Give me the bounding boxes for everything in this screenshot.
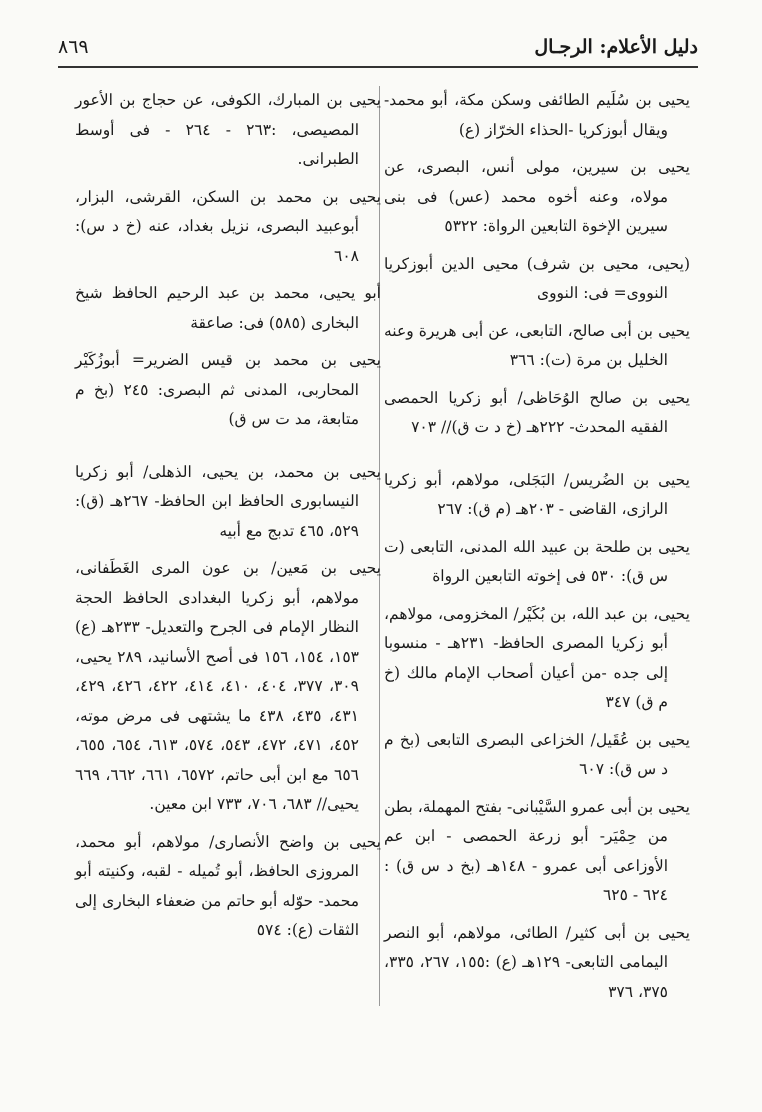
index-entry: يحيى بن عُقَيل/ الخزاعى البصرى التابعى (بخ م د س ق): ٦٠٧ [384,730,690,778]
index-entry: يحيى بن أبى صالح، التابعى، عن أبى هريرة وعنه الخليل بن مرة (ت): ٣٦٦ [384,321,690,369]
index-entry: يحيى بن محمد بن قيس الضرير= أبوزُكَيْر المحاربى، المدنى ثم البصرى: ٢٤٥ (بخ م متابعة، مد ت س ق) [75,351,381,428]
index-entry: يحيى بن الضُريس/ البَجَلى، مولاهم، أبو زكريا الرازى، القاضى - ٢٠٣هـ (م ق): ٢٦٧ [384,470,690,518]
index-entry: يحيى بن مَعين/ بن عون المرى الغَطَفانى، مولاهم، أبو زكريا البغدادى الحافظ الحجة النظار الإمام فى الجرح والتعديل- ٢٣٣هـ (ع) ١٥٣، ١٥٤، ١٥٦ فى أصح الأسانيد، ٢٨٩ يحيى، ٣٠٩، ٣٧٧، ٤٠٤، ٤١٠، ٤١٤، ٤٢٢، ٤٢٦، ٤٢٩، ٤٣١، ٤٣٥، ٤٣٨ ما يشتهى فى مرض موته، ٤٥٢، ٤٧١، ٤٧٢، ٥٤٣، ٥٧٤، ٦١٣، ٦٥٤، ٦٥٥، ٦٥٦ مع ابن أبى حاتم، ٦٥٧٢، ٦٦١، ٦٦٢، ٦٦٩ يحيى// ٦٨٣، ٧٠٦، ٧٣٣ ابن معين. [75,559,381,813]
entry-gap [384,453,690,454]
index-entry: يحيى بن طلحة بن عبيد الله المدنى، التابعى (ت س ق): ٥٣٠ فى إخوته التابعين الرواة [384,537,690,585]
left-column [75,86,381,954]
index-entry: يحيى بن محمد، بن يحيى، الذهلى/ أبو زكريا النيسابورى الحافظ ابن الحافظ- ٢٦٧هـ (ق): ٥٢٩، ٤٦٥ تدبج مع أبيه [75,462,381,540]
index-entry: أبو يحيى، محمد بن عبد الرحيم الحافظ شيخ البخارى (٥٨٥) فى: صاعقة [75,284,381,332]
index-entry: يحيى بن سُلَيم الطائفى وسكن مكة، أبو محمد- ويقال أبوزكريا -الحذاء الخرّاز (ع) [384,91,690,139]
header-rule [58,66,698,68]
index-entry: يحيى بن واضح الأنصارى/ مولاهم، أبو محمد، المروزى الحافظ، أبو تُميله - لقبه، وكنيته أبو محمد- حوّله أبو حاتم من ضعفاء البخارى إلى الثقات (ع): ٥٧٤ [75,832,381,939]
page-number: ٨٦٩ [58,36,89,58]
index-entry: يحيى بن أبى كثير/ الطائى، مولاهم، أبو النصر اليمامى التابعى- ١٢٩هـ (ع) :١٥٥، ٢٦٧، ٣٣٥، ٣٧٥، ٣٧٦ [384,923,690,1001]
entry-gap [75,445,381,446]
index-entry: يحيى، بن عبد الله، بن بُكَيْر/ المخزومى، مولاهم، أبو زكريا المصرى الحافظ- ٢٣١هـ - منسوبا إلى جده -من أعيان أصحاب الإمام مالك (خ م ق) ٣٤٧ [384,604,690,711]
index-entry: (يحيى، محيى بن شرف) محيى الدين أبوزكريا النووى= فى: النووى [384,254,690,302]
index-entry: يحيى بن أبى عمرو السَّيْبانى- بفتح المهملة، بطن من حِمْيَر- أبو زرعة الحمصى - ابن عم الأوزاعى أبى عمرو - ١٤٨هـ (بخ د س ق) : ٦٢٤ - ٦٢٥ [384,797,690,904]
index-entry: يحيى بن المبارك، الكوفى، عن حجاج بن الأعور المصيصى، :٢٦٣ - ٢٦٤ - فى أوسط الطبرانى. [75,91,381,168]
right-column [384,86,690,1015]
page-header [58,30,698,66]
running-title: دليل الأعلام: الرجـال [534,36,698,58]
index-entry: يحيى بن سيرين، مولى أنس، البصرى، عن مولاه، وعنه أخوه محمد (عس) فى بنى سيرين الإخوة التابعين الرواة: ٥٣٢٢ [384,158,690,235]
index-entry: يحيى بن محمد بن السكن، القرشى، البزار، أبوعبيد البصرى، نزيل بغداد، عنه (خ د س): ٦٠٨ [75,187,381,265]
index-entry: يحيى بن صالح الوُحَاظى/ أبو زكريا الحمصى الفقيه المحدث- ٢٢٢هـ (خ د ت ق)// ٧٠٣ [384,388,690,436]
